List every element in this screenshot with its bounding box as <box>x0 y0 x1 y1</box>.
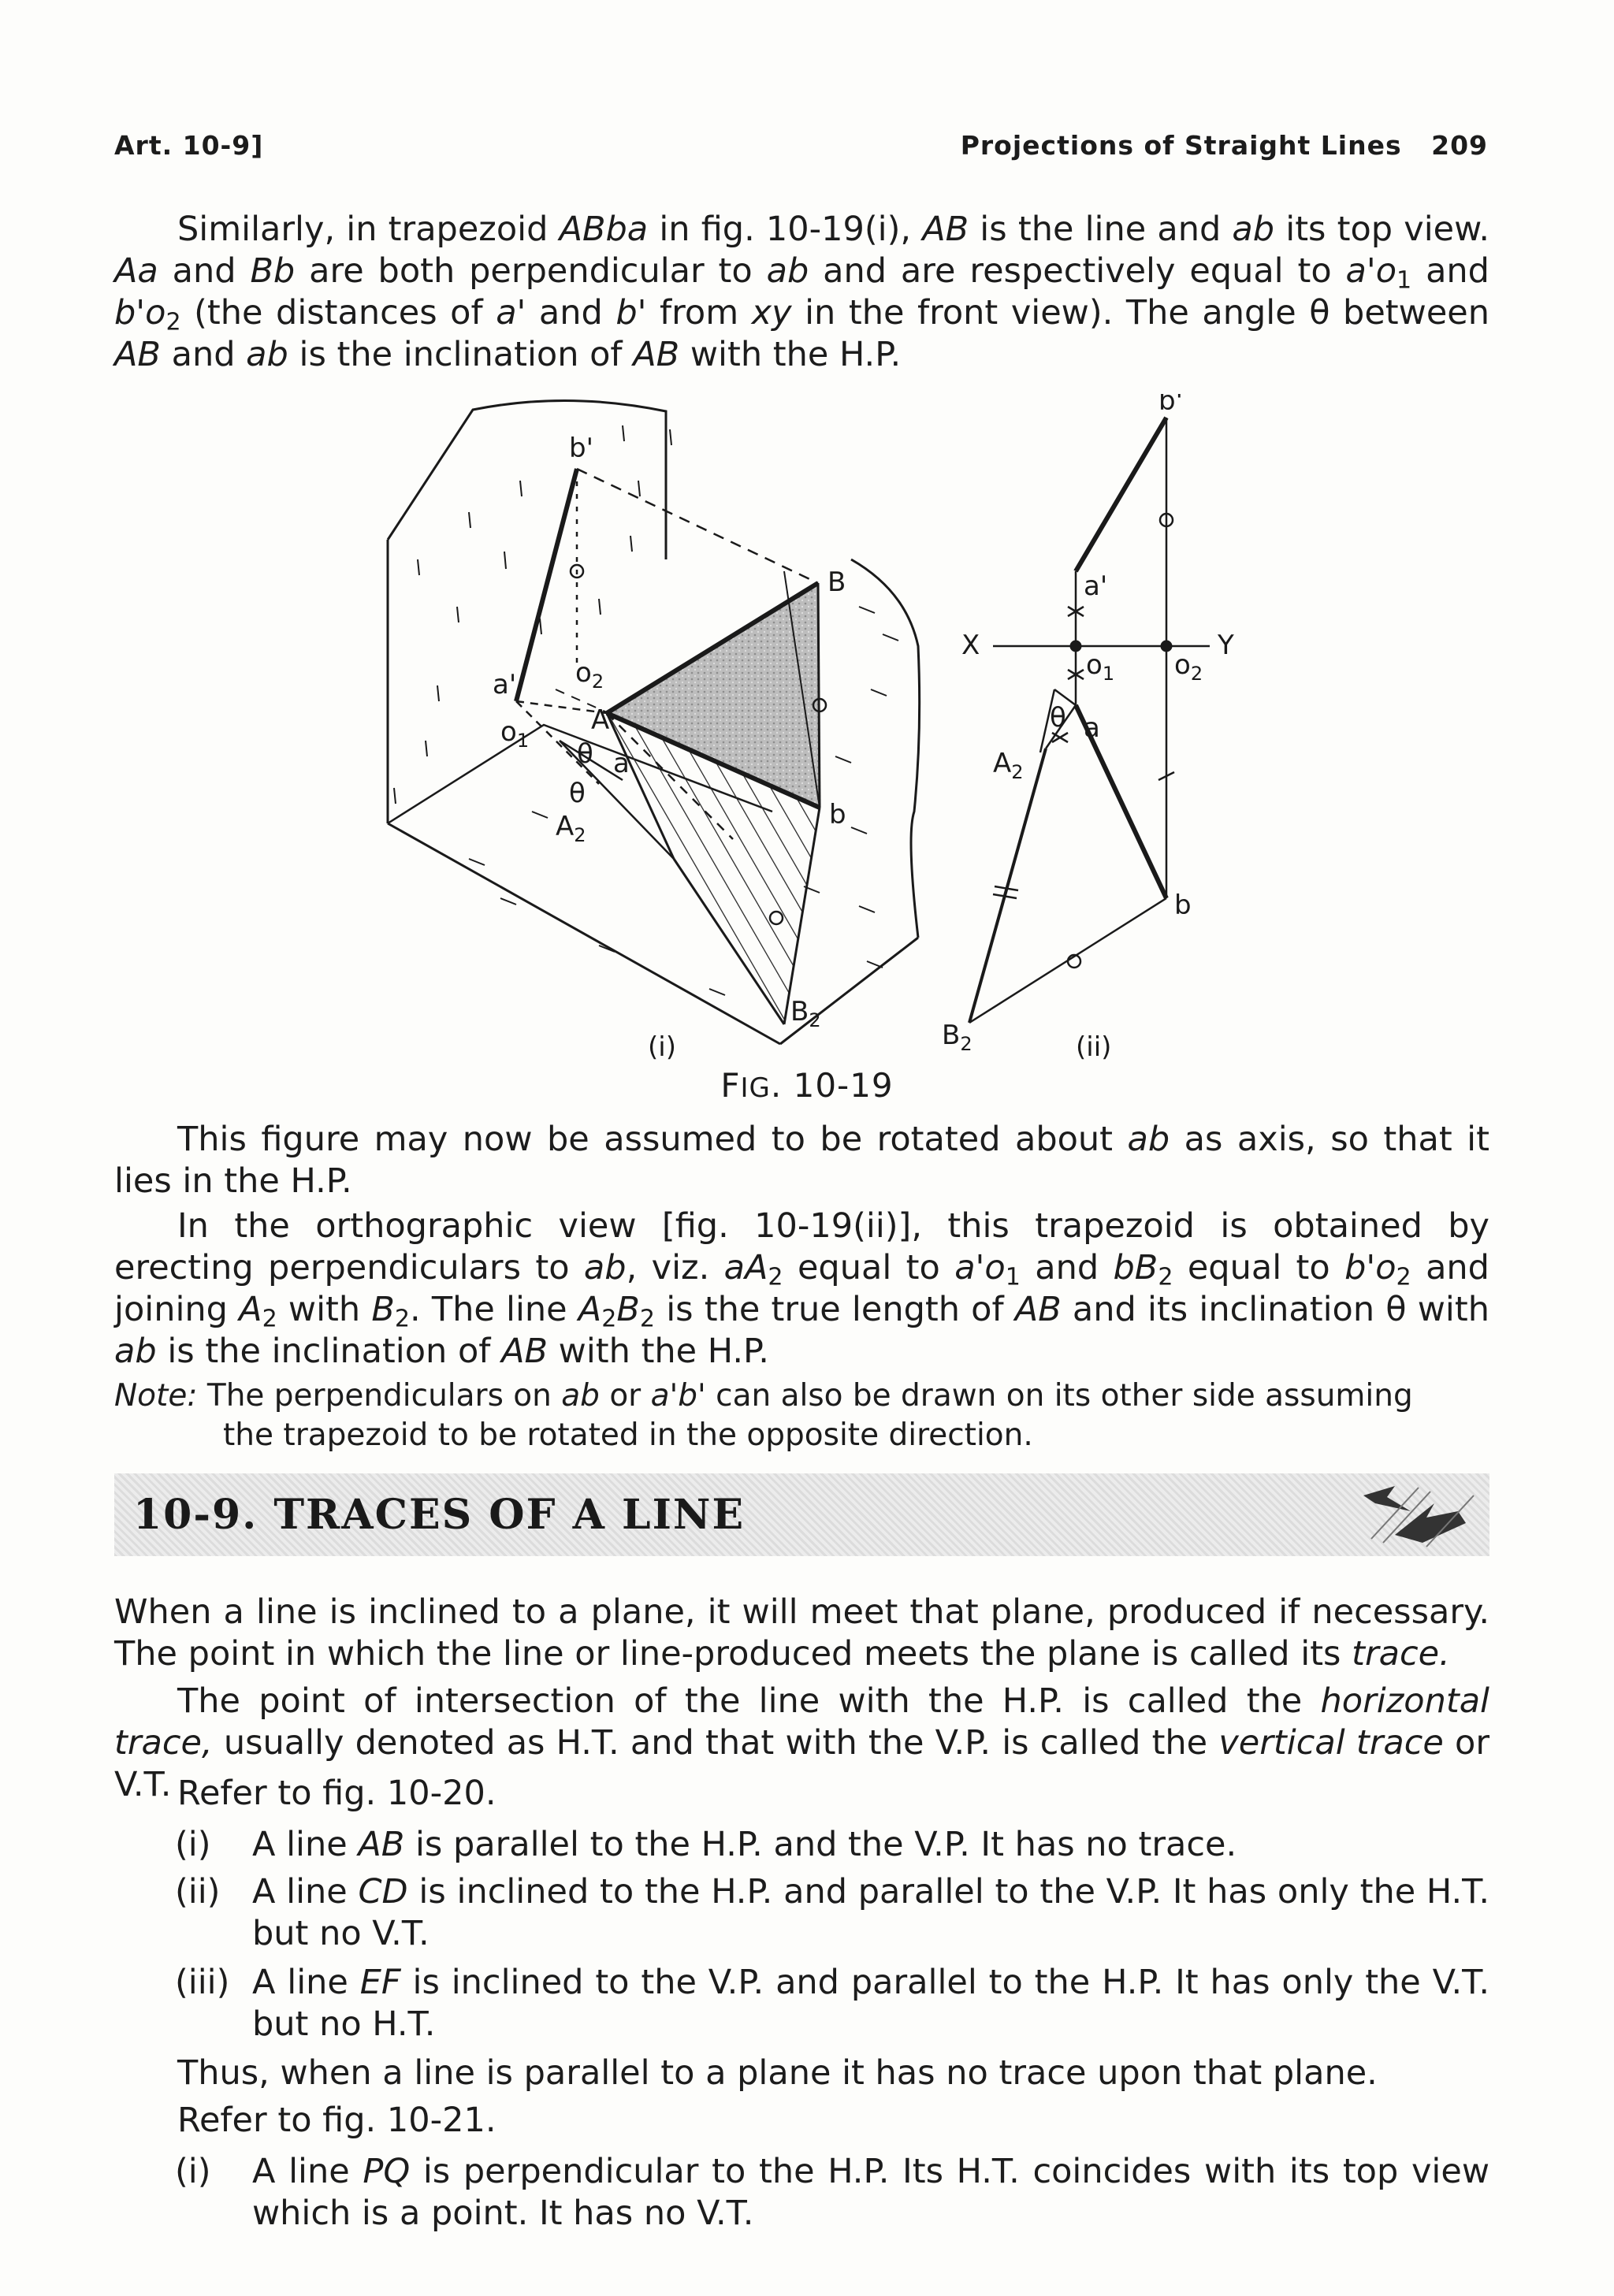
label-b-prime-ii: b' <box>1158 394 1183 417</box>
label-B2-i: $B_2$ <box>790 996 821 1031</box>
label-o2-i: $o_2$ <box>575 657 604 693</box>
label-a-prime-ii: a' <box>1084 570 1108 602</box>
figure-drawing <box>363 394 1308 1103</box>
label-y-ii: Y <box>1218 630 1234 661</box>
label-A2-ii: $A_2$ <box>993 748 1024 783</box>
decorative-arrows-icon <box>1348 1480 1482 1551</box>
label-a-prime-i: a' <box>493 669 517 700</box>
paragraph-trapezoid: Similarly, in trapezoid ABba in fig. 10-19(i), AB is the line and ab its top view. Aa and Bb are both perpendicular to ab and are respectively equal to $a'o_1$ and $b'o_2$ (the distances of a' and b' from xy in the front view). The angle θ between AB and ab is the inclination of AB with the H.P. <box>114 210 1490 374</box>
list-item: (iii) A line EF is inclined to the V.P. and parallel to the H.P. It has only the V.T. but no H.T. <box>175 1963 1489 2044</box>
running-header-article: Art. 10-9] <box>114 130 264 161</box>
paragraph-orthographic: In the orthographic view [fig. 10-19(ii)], this trapezoid is obtained by erecting perpendiculars to ab, viz. $aA_2$ equal to $a'o_1$ and $bB_2$ equal to $b'o_2$ and joining $A_2$ with $B_2$. The line $A_2B_2$ is the true length of AB and its inclination θ with ab is the inclination of AB with the H.P. <box>114 1206 1489 1371</box>
label-A2-i: $A_2$ <box>556 811 586 846</box>
label-a-i: a <box>613 748 630 779</box>
figure-caption: FIG. 10-19 <box>720 1066 894 1105</box>
label-x-ii: X <box>961 630 980 661</box>
label-A-i: A <box>591 704 610 736</box>
label-B2-ii: $B_2$ <box>942 1020 972 1055</box>
list-item: (i) A line PQ is perpendicular to the H.P. Its H.T. coincides with its top view which is a point. It has no V.T. <box>175 2152 1489 2233</box>
label-theta2-i: θ <box>569 778 586 809</box>
note: Note: The perpendiculars on ab or a'b' can also be drawn on its other side assuming the trapezoid to be rotated in the opposite direction. <box>114 1378 1413 1453</box>
label-o1-i: $o_1$ <box>500 716 530 752</box>
label-o1-ii: $o_1$ <box>1086 649 1115 685</box>
paragraph-horizontal-vertical-trace: The point of intersection of the line with the H.P. is called the horizontal trace, usually denoted as H.T. and that with the V.P. is called the vertical trace or V.T. <box>114 1681 1490 1804</box>
section-banner <box>114 1473 1489 1556</box>
label-b-prime-i: b' <box>569 433 593 464</box>
label-theta1-i: θ <box>577 738 593 770</box>
label-theta-ii: θ <box>1050 702 1066 734</box>
label-view-i: (i) <box>648 1031 676 1063</box>
section-title: 10-9. TRACES OF A LINE <box>133 1491 746 1539</box>
paragraph-trace-definition: When a line is inclined to a plane, it will meet that plane, produced if necessary. The point in which the line or line-produced meets the plane is called its trace. <box>114 1592 1489 1674</box>
running-header-title: Projections of Straight Lines 209 <box>960 130 1488 161</box>
thus-statement: Thus, when a line is parallel to a plane it has no trace upon that plane. <box>177 2053 1378 2093</box>
label-o2-ii: $o_2$ <box>1174 649 1203 685</box>
label-B-i: B <box>827 567 846 598</box>
refer-fig-10-20: Refer to fig. 10-20. <box>177 1774 496 1813</box>
list-item: (i) A line AB is parallel to the H.P. and the V.P. It has no trace. <box>175 1825 1237 1864</box>
label-b-i: b <box>829 799 846 830</box>
list-item: (ii) A line CD is inclined to the H.P. and parallel to the V.P. It has only the H.T. but no V.T. <box>175 1872 1489 1953</box>
label-b-ii: b <box>1174 890 1192 921</box>
label-a-ii: a <box>1084 712 1100 744</box>
refer-fig-10-21: Refer to fig. 10-21. <box>177 2101 496 2140</box>
label-view-ii: (ii) <box>1076 1031 1112 1063</box>
paragraph-rotation: This figure may now be assumed to be rotated about ab as axis, so that it lies in the H.P. <box>114 1120 1489 1201</box>
pictorial-view <box>388 400 920 1044</box>
figure-10-19 <box>363 394 1308 1103</box>
